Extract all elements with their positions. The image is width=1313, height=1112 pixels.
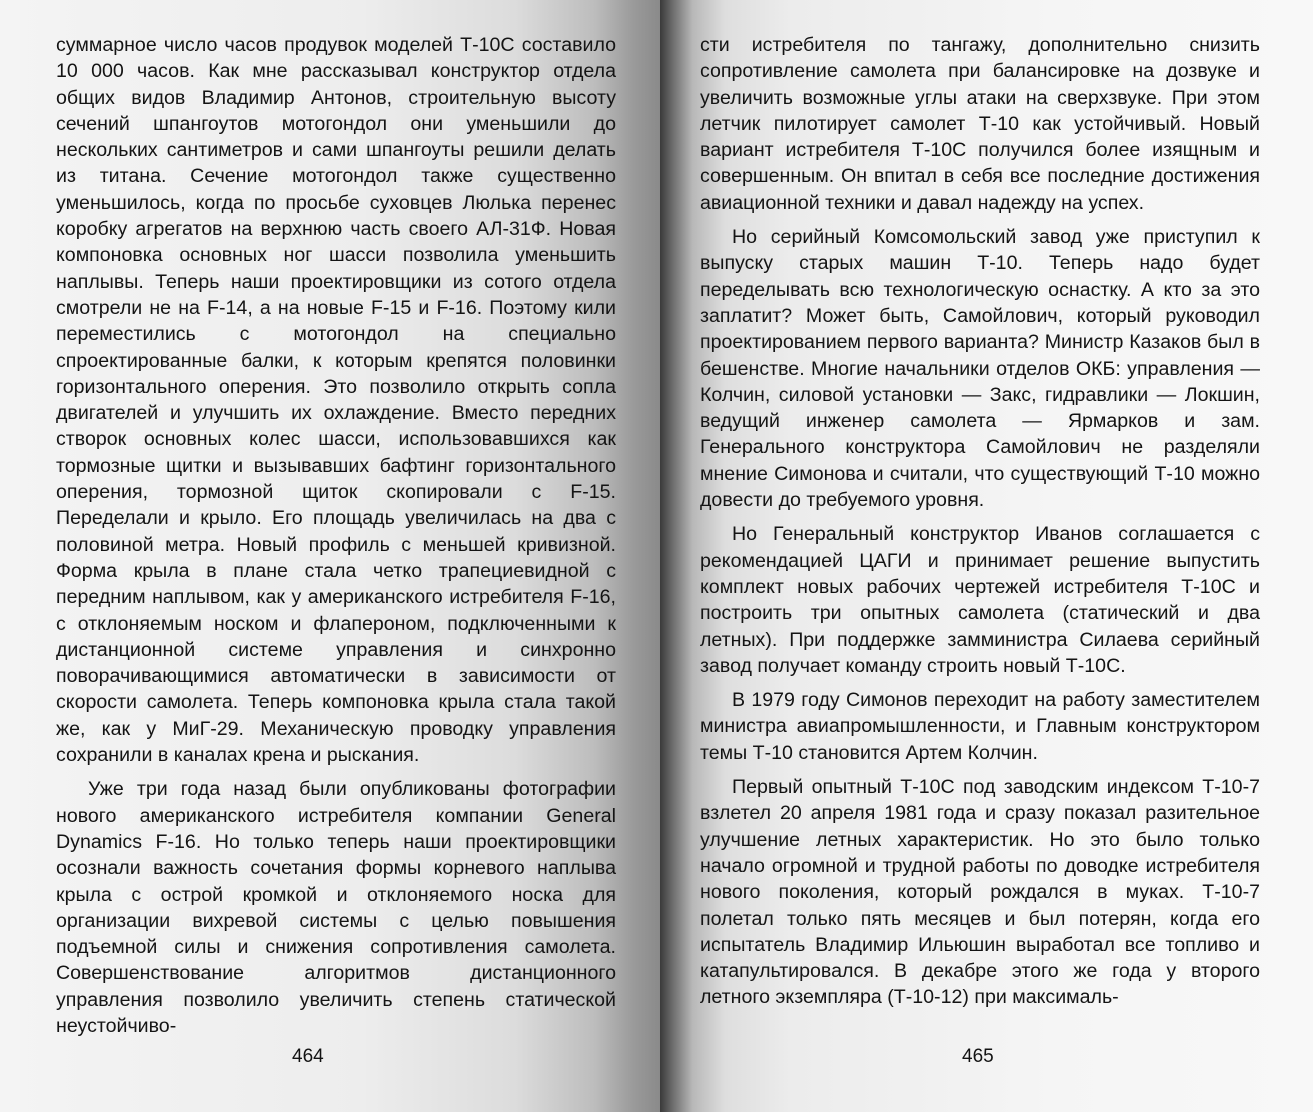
right-page-text <box>700 32 1260 1011</box>
left-page-text <box>56 32 616 1039</box>
paragraph: Первый опытный Т-10С под заводским индексом Т-10-7 взлетел 20 апреля 1981 года и сразу показал разительное улучшение летных характеристик. Но это было только начало огромной и трудной работы по доводке истребителя нового поколения, который рождался в муках. Т-10-7 полетал только пять месяцев и был потерян, когда его испытатель Владимир Ильюшин выработал все топливо и катапультировался. В декабре этого же года у второго летного экземпляра (Т-10-12) при максималь- <box>700 776 1260 1009</box>
paragraph: суммарное число часов продувок моделей Т-10С составило 10 000 часов. Как мне рассказывал конструктор отдела общих видов Владимир Антонов, строительную высоту сечений шпангоутов мотогондол они уменьшили до нескольких сантиметров и сами шпангоуты решили делать из титана. Сечение мотогондол также существенно уменьшилось, когда по просьбе суховцев Люлька перенес коробку агрегатов на верхнюю часть своего АЛ-31Ф. Новая компоновка основных ног шасси позволила уменьшить наплывы. Теперь наши проектировщики из сотого отдела смотрели не на F-14, а на новые F-15 и F-16. Поэтому кили переместились с мотогондол на специально спроектированные балки, к которым крепятся половинки горизонтального оперения. Это позволило открыть сопла двигателей и улучшить их охлаждение. Вместо передних створок основных колес шасси, использовавшихся как тормозные щитки и вызывавших бафтинг горизонтального оперения, тормозной щиток скопировали с F-15. Переделали и крыло. Его площадь увеличилась на два с половиной метра. Новый профиль с меньшей кривизной. Форма крыла в плане стала четко трапециевидной с передним наплывом, как у американского истребителя F-16, с отклоняемым носком и флапероном, подключенными к дистанционной системе управления и синхронно поворачивающимися автоматически в зависимости от скорости самолета. Теперь компоновка крыла стала такой же, как у МиГ-29. Механическую проводку управления сохранили в каналах крена и рыскания. <box>56 34 616 767</box>
paragraph: Уже три года назад были опубликованы фотографии нового американского истребителя компании General Dynamics F-16. Но только теперь наши проектировщики осознали важность сочетания формы корневого наплыва крыла с острой кромкой и отклоняемого носка для организации вихревой системы с целью повышения подъемной силы и снижения сопротивления самолета. Совершенствование алгоритмов дистанционного управления позволило увеличить степень статической неустойчиво- <box>56 778 616 1037</box>
page-number-left: 464 <box>292 1046 324 1067</box>
paragraph: Но серийный Комсомольский завод уже приступил к выпуску старых машин Т-10. Теперь надо будет переделывать всю технологическую оснастку. А кто за это заплатит? Может быть, Самойлович, который руководил проектированием первого варианта? Министр Казаков был в бешенстве. Многие начальники отделов ОКБ: управления — Колчин, силовой установки — Закс, гидравлики — Локшин, ведущий инженер самолета — Ярмарков и зам. Генерального конструктора Самойлович не разделяли мнение Симонова и считали, что существующий Т-10 можно довести до требуемого уровня. <box>700 226 1260 512</box>
paragraph: Но Генеральный конструктор Иванов соглашается с рекомендацией ЦАГИ и принимает решение выпустить комплект новых рабочих чертежей истребителя Т-10С и построить три опытных самолета (статический и два летных). При поддержке замминистра Силаева серийный завод получает команду строить новый Т-10С. <box>700 523 1260 677</box>
paragraph: сти истребителя по тангажу, дополнительно снизить сопротивление самолета при балансировке на дозвуке и увеличить возможные углы атаки на сверхзвуке. При этом летчик пилотирует самолет Т-10 как устойчивый. Новый вариант истребителя Т-10С получился более изящным и совершенным. Он впитал в себя все последние достижения авиационной техники и давал надежду на успех. <box>700 34 1260 214</box>
right-page <box>660 0 1313 1112</box>
page-number-right: 465 <box>962 1046 994 1067</box>
paragraph: В 1979 году Симонов переходит на работу заместителем министра авиапромышленности, и Главным конструктором темы Т-10 становится Артем Колчин. <box>700 689 1260 764</box>
